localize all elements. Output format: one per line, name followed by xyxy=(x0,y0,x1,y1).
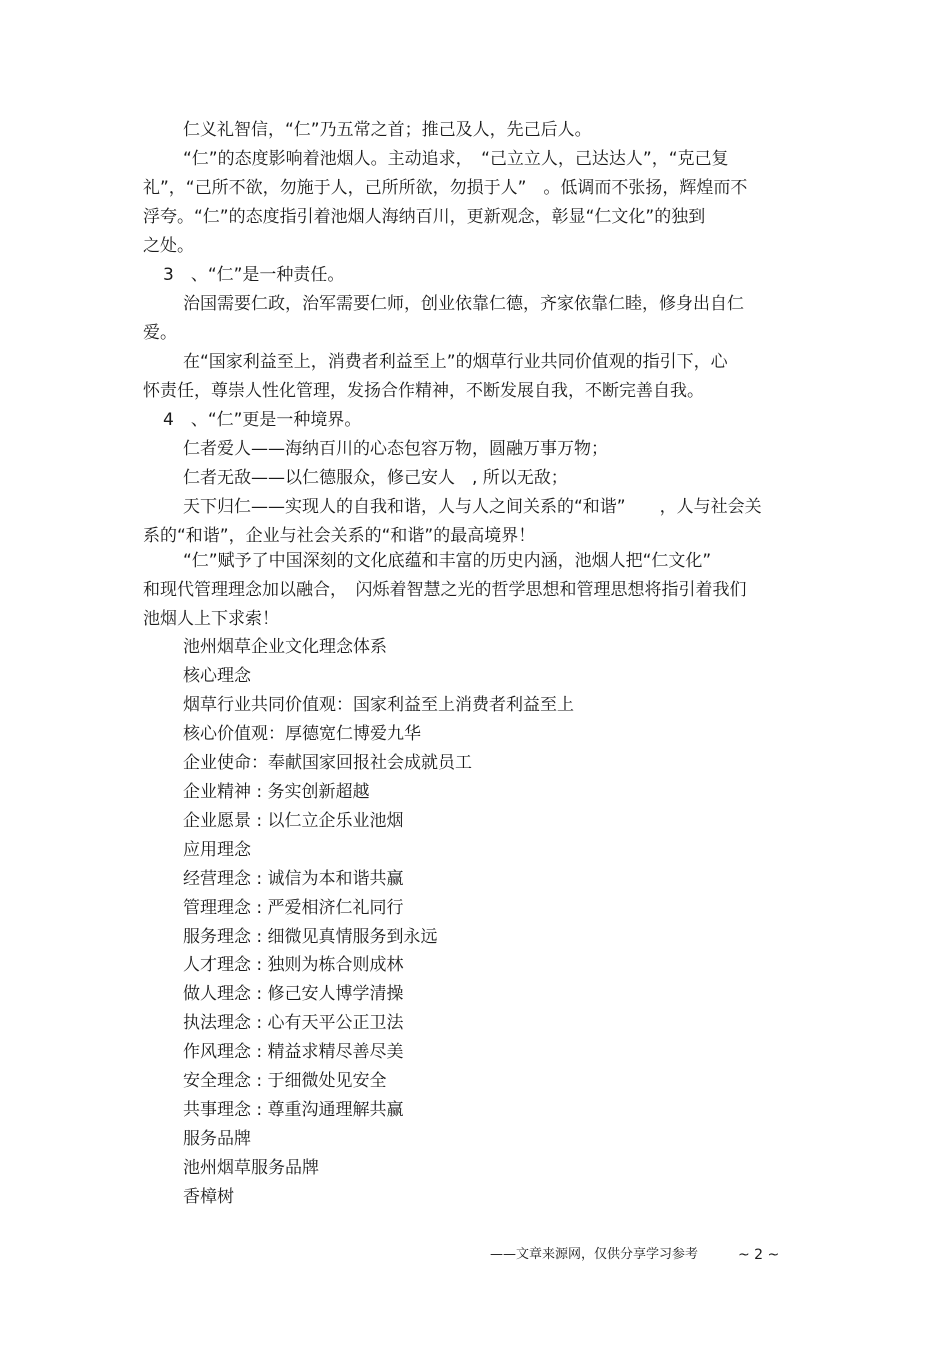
text-line: 爱。 xyxy=(143,323,177,343)
list-item: 共事理念 : 尊重沟通理解共赢 xyxy=(183,1100,404,1120)
list-item: 应用理念 xyxy=(183,840,251,860)
list-item: 企业使命：奉献国家回报社会成就员工 xyxy=(183,753,472,773)
text-line: 仁者爱人——海纳百川的心态包容万物，圆融万事万物； xyxy=(183,439,608,459)
text-line: 之处。 xyxy=(143,236,194,256)
text-line: 和现代管理理念加以融合， 闪烁着智慧之光的哲学思想和管理思想将指引着我们 xyxy=(143,580,747,600)
list-item: 做人理念 : 修己安人博学清操 xyxy=(183,984,404,1004)
text-line: 系的“和谐”，企业与社会关系的“和谐”的最高境界！ xyxy=(143,526,536,546)
list-item: 池州烟草服务品牌 xyxy=(183,1158,319,1178)
text-line: 仁义礼智信，“仁”乃五常之首；推己及人，先己后人。 xyxy=(183,120,592,140)
text-line: “仁”赋予了中国深刻的文化底蕴和丰富的历史内涵，池烟人把“仁文化” xyxy=(183,551,712,571)
paragraph xyxy=(143,435,803,464)
section-heading xyxy=(143,406,803,435)
paragraph xyxy=(143,547,803,634)
text-line: 4 、“仁”更是一种境界。 xyxy=(163,410,362,430)
paragraph xyxy=(143,290,803,348)
paragraph xyxy=(143,348,803,406)
text-line: 3 、“仁”是一种责任。 xyxy=(163,265,345,285)
text-line: 浮夸。“仁”的态度指引着池烟人海纳百川，更新观念，彰显“仁文化”的独到 xyxy=(143,207,706,227)
paragraph xyxy=(143,464,803,493)
list-item: 执法理念 : 心有天平公正卫法 xyxy=(183,1013,404,1033)
text-line: 天下归仁——实现人的自我和谐，人与人之间关系的“和谐” ，人与社会关 xyxy=(183,497,762,517)
text-line: “仁”的态度影响着池烟人。主动追求， “己立立人，己达达人”，“克己复 xyxy=(183,149,729,169)
list-item: 服务理念 : 细微见真情服务到永远 xyxy=(183,927,438,947)
list-item: 管理理念 : 严爱相济仁礼同行 xyxy=(183,898,404,918)
text-line: 仁者无敌——以仁德服众，修己安人 , 所以无敌； xyxy=(183,468,568,488)
paragraph xyxy=(143,493,803,551)
section-heading xyxy=(143,261,803,290)
page-number: ~ 2 ~ xyxy=(738,1247,780,1263)
paragraph xyxy=(143,116,803,145)
list-item: 人才理念 : 独则为栋合则成林 xyxy=(183,955,404,975)
list-item: 服务品牌 xyxy=(183,1129,251,1149)
list-item: 安全理念 : 于细微处见安全 xyxy=(183,1071,387,1091)
list-item: 烟草行业共同价值观：国家利益至上消费者利益至上 xyxy=(183,695,574,715)
list-item: 作风理念 : 精益求精尽善尽美 xyxy=(183,1042,404,1062)
text-line: 礼”，“己所不欲，勿施于人，己所所欲，勿损于人” 。低调而不张扬，辉煌而不 xyxy=(143,178,748,198)
list-item: 核心价值观：厚德宽仁博爱九华 xyxy=(183,724,421,744)
text-line: 池烟人上下求索！ xyxy=(143,609,279,629)
text-line: 治国需要仁政，治军需要仁师，创业依靠仁德，齐家依靠仁睦，修身出自仁 xyxy=(183,294,744,314)
list-item: 企业愿景 : 以仁立企乐业池烟 xyxy=(183,811,404,831)
text-line: 在“国家利益至上，消费者利益至上”的烟草行业共同价值观的指引下，心 xyxy=(183,352,728,372)
footer-source-note: ——文章来源网，仅供分享学习参考 xyxy=(490,1247,699,1262)
text-line: 怀责任，尊崇人性化管理，发扬合作精神，不断发展自我，不断完善自我。 xyxy=(143,381,704,401)
list-item: 池州烟草企业文化理念体系 xyxy=(183,637,387,657)
list-item: 核心理念 xyxy=(183,666,251,686)
paragraph xyxy=(143,145,803,261)
list-item: 经营理念 : 诚信为本和谐共赢 xyxy=(183,869,404,889)
list-item: 香樟树 xyxy=(183,1187,234,1207)
list-item: 企业精神 : 务实创新超越 xyxy=(183,782,370,802)
